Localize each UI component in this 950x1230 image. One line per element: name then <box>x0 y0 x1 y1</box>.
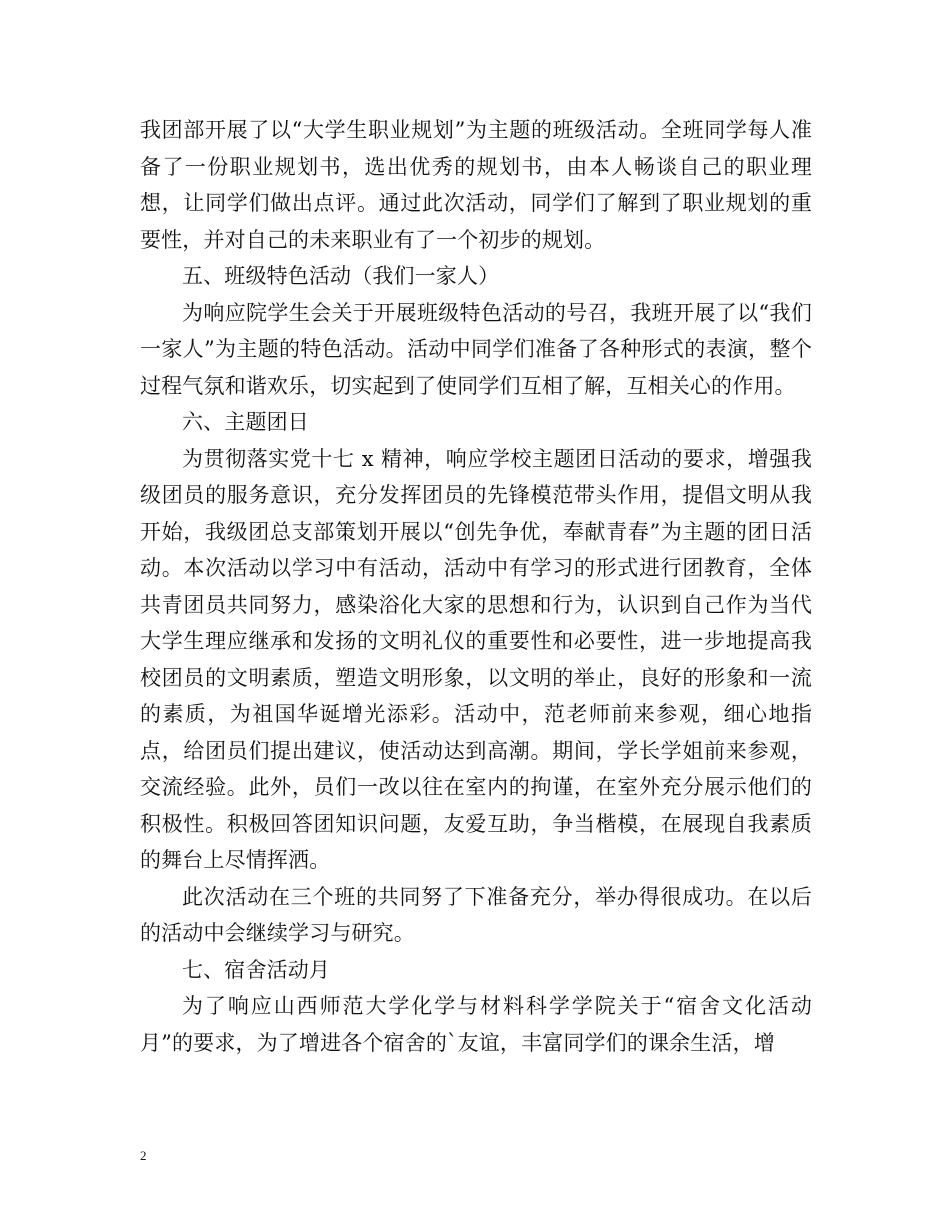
paragraph-activity-summary: 此次活动在三个班的共同努了下准备充分，举办得很成功。在以后的活动中会继续学习与研究。 <box>140 884 812 945</box>
paragraph-class-feature-activity: 为响应院学生会关于开展班级特色活动的号召，我班开展了以“我们一家人”为主题的特色活动。活动中同学们准备了各种形式的表演，整个过程气氛和谐欢乐，切实起到了使同学们互相了解，互相关心的作用。 <box>140 300 812 398</box>
section-heading-theme-league-day: 六、主题团日 <box>182 410 309 434</box>
section-heading-class-feature-activity: 五、班级特色活动（我们一家人） <box>182 264 500 288</box>
document-body <box>140 112 812 1061</box>
section-heading-dormitory-month: 七、宿舍活动月 <box>182 957 331 982</box>
paragraph-dormitory-month: 为了响应山西师范大学化学与材料科学学院关于“宿舍文化活动月”的要求，为了增进各个宿舍的`友谊，丰富同学们的课余生活，增 <box>140 994 812 1055</box>
page-number: 2 <box>140 1148 147 1163</box>
paragraph-career-planning-continued: 我团部开展了以“大学生职业规划”为主题的班级活动。全班同学每人准备了一份职业规划书，选出优秀的规划书，由本人畅谈自己的职业理想，让同学们做出点评。通过此次活动，同学们了解到了职业规划的重要性，并对自己的未来职业有了一个初步的规划。 <box>140 118 812 252</box>
paragraph-theme-league-day: 为贯彻落实党十七 x 精神，响应学校主题团日活动的要求，增强我级团员的服务意识，充分发挥团员的先锋模范带头作用，提倡文明从我开始，我级团总支部策划开展以“创先争优，奉献青春”为主题的团日活动。本次活动以学习中有活动，活动中有学习的形式进行团教育，全体共青团员共同努力，感染浴化大家的思想和行为，认识到自己作为当代大学生理应继承和发扬的文明礼仪的重要性和必要性，进一步地提高我校团员的文明素质，塑造文明形象，以文明的举止，良好的形象和一流的素质，为祖国华诞增光添彩。活动中，范老师前来参观，细心地指点，给团员们提出建议，使活动达到高潮。期间，学长学姐前来参观，交流经验。此外，员们一改以往在室内的拘谨，在室外充分展示他们的积极性。积极回答团知识问题，友爱互助，争当楷模，在展现自我素质的舞台上尽情挥洒。 <box>140 446 812 872</box>
